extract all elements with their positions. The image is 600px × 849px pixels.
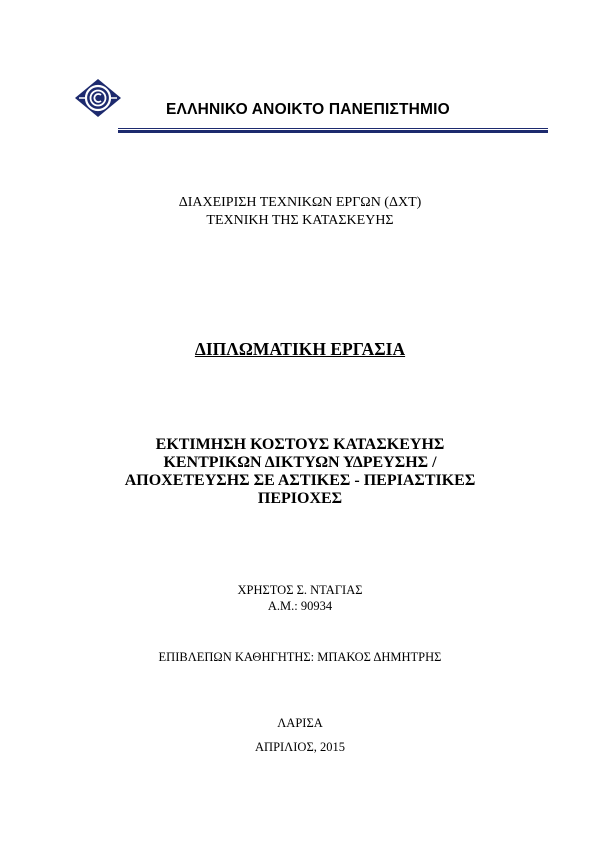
header-rule-thin: [118, 128, 548, 129]
thesis-title-line: ΠΕΡΙΟΧΕΣ: [257, 490, 343, 507]
program-line-2: ΤΕΧΝΙΚΗ ΤΗΣ ΚΑΤΑΣΚΕΥΗΣ: [206, 213, 394, 228]
program-block: [0, 194, 600, 230]
place: ΛΑΡΙΣΑ: [277, 716, 323, 730]
university-name: ΕΛΛΗΝΙΚΟ ΑΝΟΙΚΤΟ ΠΑΝΕΠΙΣΤΗΜΙΟ: [166, 101, 450, 118]
supervisor: ΕΠΙΒΛΕΠΩΝ ΚΑΘΗΓΗΤΗΣ: ΜΠΑΚΟΣ ΔΗΜΗΤΡΗΣ: [158, 650, 442, 664]
thesis-title: [0, 436, 600, 508]
thesis-type: ΔΙΠΛΩΜΑΤΙΚΗ ΕΡΓΑΣΙΑ: [194, 339, 406, 359]
author-block: [0, 582, 600, 614]
author-name: ΧΡΗΣΤΟΣ Σ. ΝΤΑΓΙΑΣ: [237, 583, 363, 597]
thesis-title-line: ΕΚΤΙΜΗΣΗ ΚΟΣΤΟΥΣ ΚΑΤΑΣΚΕΥΗΣ: [155, 436, 445, 453]
program-line-1: ΔΙΑΧΕΙΡΙΣΗ ΤΕΧΝΙΚΩΝ ΕΡΓΩΝ (ΔΧΤ): [178, 195, 422, 210]
header-rule-thick: [118, 130, 548, 133]
author-registration: Α.Μ.: 90934: [267, 599, 333, 613]
date: ΑΠΡΙΛΙΟΣ, 2015: [255, 740, 345, 754]
university-logo-icon: [74, 78, 122, 118]
thesis-title-line: ΚΕΝΤΡΙΚΩΝ ΔΙΚΤΥΩΝ ΥΔΡΕΥΣΗΣ /: [163, 454, 437, 471]
thesis-title-line: ΑΠΟΧΕΤΕΥΣΗΣ ΣΕ ΑΣΤΙΚΕΣ - ΠΕΡΙΑΣΤΙΚΕΣ: [124, 472, 476, 489]
